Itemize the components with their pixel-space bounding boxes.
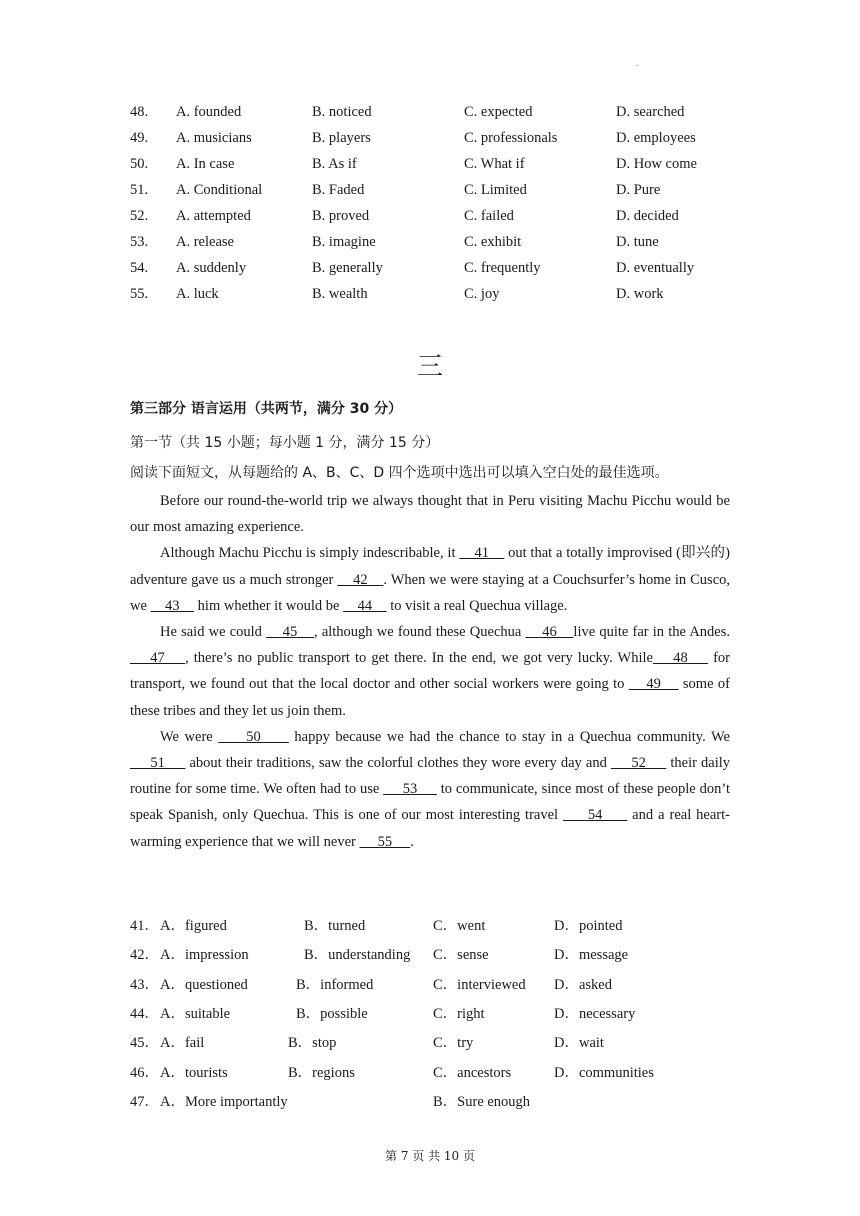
blank-49: 49 [628,676,679,693]
option-c: C. What if [464,156,525,172]
option-a: A. In case [176,156,235,172]
section-heading: 第三部分 语言运用（共两节，满分 30 分） [130,401,403,417]
question-row [130,1061,730,1081]
option-a: A. suddenly [176,260,247,276]
option-c: C．sense [433,947,489,963]
option-a: A．impression [160,947,249,963]
paragraph-text: . [410,833,414,850]
corner-dot: . [636,58,639,68]
blank-45: 45 [266,624,315,641]
option-c: C. failed [464,208,514,224]
option-row [130,104,730,124]
question-number: 45． [130,1035,159,1051]
question-number: 49. [130,130,149,146]
option-a: A. release [176,234,234,250]
section-mark: 三 [416,352,443,382]
option-row [130,156,730,176]
question-number: 53. [130,234,149,250]
blank-47: 47 [130,650,186,667]
question-number: 48. [130,104,149,120]
option-row [130,260,730,280]
paragraph-1 [130,488,730,540]
option-b: B. As if [312,156,357,172]
option-a: A．figured [160,918,227,934]
question-number: 52. [130,208,149,224]
option-a: A．tourists [160,1065,228,1081]
option-b: B．understanding [304,947,411,963]
question-number: 54. [130,260,149,276]
option-a: A. founded [176,104,242,120]
option-d: D．communities [554,1065,654,1081]
option-c: C. exhibit [464,234,522,250]
paragraph-text: to visit a real Quechua village. [386,597,568,614]
instruction-text: 阅读下面短文，从每题给的 A、B、C、D 四个选项中选出可以填入空白处的最佳选项。 [130,465,669,481]
paragraph-text: He said we could [160,624,267,641]
blank-42: 42 [337,571,384,588]
option-d: D. tune [616,234,659,250]
question-number: 50. [130,156,149,172]
option-d: D．pointed [554,918,623,934]
paragraph-text: their daily routine for some time. We often had to use [130,755,731,798]
option-d: D．asked [554,977,612,993]
option-c: C．ancestors [433,1065,512,1081]
option-b: B．regions [288,1065,355,1081]
option-a: A. musicians [176,130,252,146]
question-row [130,943,730,963]
question-number: 47． [130,1094,159,1110]
option-a: A．questioned [160,977,248,993]
question-number: 51. [130,182,149,198]
blank-50: 50 [218,728,289,745]
paragraph-text: him whether it would be [194,597,344,614]
option-d: D. work [616,286,664,302]
option-d: D. searched [616,104,685,120]
option-c: C．try [433,1035,474,1051]
option-d: D. eventually [616,260,695,276]
blank-54: 54 [563,807,628,824]
option-b: B. generally [312,260,383,276]
option-row [130,286,730,306]
option-d: D. How come [616,156,697,172]
option-d: D．necessary [554,1006,636,1022]
option-c: C．interviewed [433,977,526,993]
paragraph-4 [130,724,730,855]
option-c: C．right [433,1006,485,1022]
paragraph-text: to communicate, since most of these people don’t speak Spanish, only Quechua. This is one of our most interesting travel [130,781,730,824]
option-b: B. players [312,130,371,146]
option-b: B. wealth [312,286,368,302]
question-row [130,1002,730,1022]
option-d: D. employees [616,130,696,146]
blank-52: 52 [610,755,667,772]
paragraph-3 [130,619,730,724]
page-footer: 第 7 页 共 10 页 [385,1149,475,1163]
option-d: D. decided [616,208,679,224]
paragraph-text: and a real heart-warming experience that we will never [130,807,730,850]
option-a: A．suitable [160,1006,231,1022]
question-number: 44． [130,1006,159,1022]
option-c: C. Limited [464,182,527,198]
question-number: 46． [130,1065,159,1081]
section-subheading: 第一节（共 15 小题；每小题 1 分，满分 15 分） [130,435,440,451]
question-row [130,1031,730,1051]
paragraph-text: , there’s no public transport to get there. In the end, we got very lucky. While [185,650,653,667]
option-d: D. Pure [616,182,661,198]
option-c: C. professionals [464,130,558,146]
paragraph-2 [130,540,730,619]
blank-55: 55 [359,833,411,850]
question-row [130,1090,730,1110]
blank-51: 51 [130,755,186,772]
option-b: B. noticed [312,104,372,120]
option-b: B. proved [312,208,370,224]
option-row [130,234,730,254]
option-a: A. attempted [176,208,251,224]
question-number: 43． [130,977,159,993]
option-c: C. frequently [464,260,541,276]
option-row [130,182,730,202]
option-c: C. expected [464,104,533,120]
question-row [130,973,730,993]
option-a: A. luck [176,286,219,302]
reading-passage [130,488,730,855]
paragraph-text: live quite far in the Andes. [573,624,731,641]
paragraph-text: happy because we had the chance to stay in a Quechua community. We [288,728,730,745]
option-b: B．Sure enough [433,1094,531,1110]
paragraph-text: Although Machu Picchu is simply indescribable, it [160,545,460,562]
paragraph-text: about their traditions, saw the colorful clothes they wore every day and [185,755,611,772]
question-number: 55. [130,286,149,302]
paragraph-text: some of these tribes and they let us join them. [130,676,730,719]
option-a: A．fail [160,1035,205,1051]
option-b: B. imagine [312,234,376,250]
option-d: D．message [554,947,629,963]
paragraph-text: , although we found these Quechua [314,624,526,641]
option-b: B．stop [288,1035,337,1051]
paragraph-text: out that a totally improvised (即兴的) adventure gave us a much stronger [130,545,730,588]
blank-43: 43 [150,597,195,614]
blank-41: 41 [459,545,505,562]
option-c: C. joy [464,286,500,302]
paragraph-text: Before our round-the-world trip we always thought that in Peru visiting Machu Picchu would be our most amazing experience. [130,493,730,536]
paragraph-text: for transport, we found out that the local doctor and other social workers were going to [130,650,730,693]
option-row [130,130,730,150]
paragraph-text: . When we were staying at a Couchsurfer’s home in Cusco, we [130,571,731,614]
blank-53: 53 [383,781,437,798]
option-b: B．possible [296,1006,368,1022]
option-b: B．informed [296,977,374,993]
option-b: B．turned [304,918,366,934]
option-c: C．went [433,918,486,934]
option-b: B. Faded [312,182,365,198]
question-number: 41． [130,918,159,934]
option-a: A. Conditional [176,182,263,198]
option-d: D．wait [554,1035,604,1051]
option-a: A．More importantly [160,1094,288,1110]
option-row [130,208,730,228]
question-row [130,914,730,934]
blank-48: 48 [652,650,709,667]
paragraph-text: We were [160,728,219,745]
blank-44: 44 [343,597,387,614]
blank-46: 46 [525,624,574,641]
question-number: 42． [130,947,159,963]
